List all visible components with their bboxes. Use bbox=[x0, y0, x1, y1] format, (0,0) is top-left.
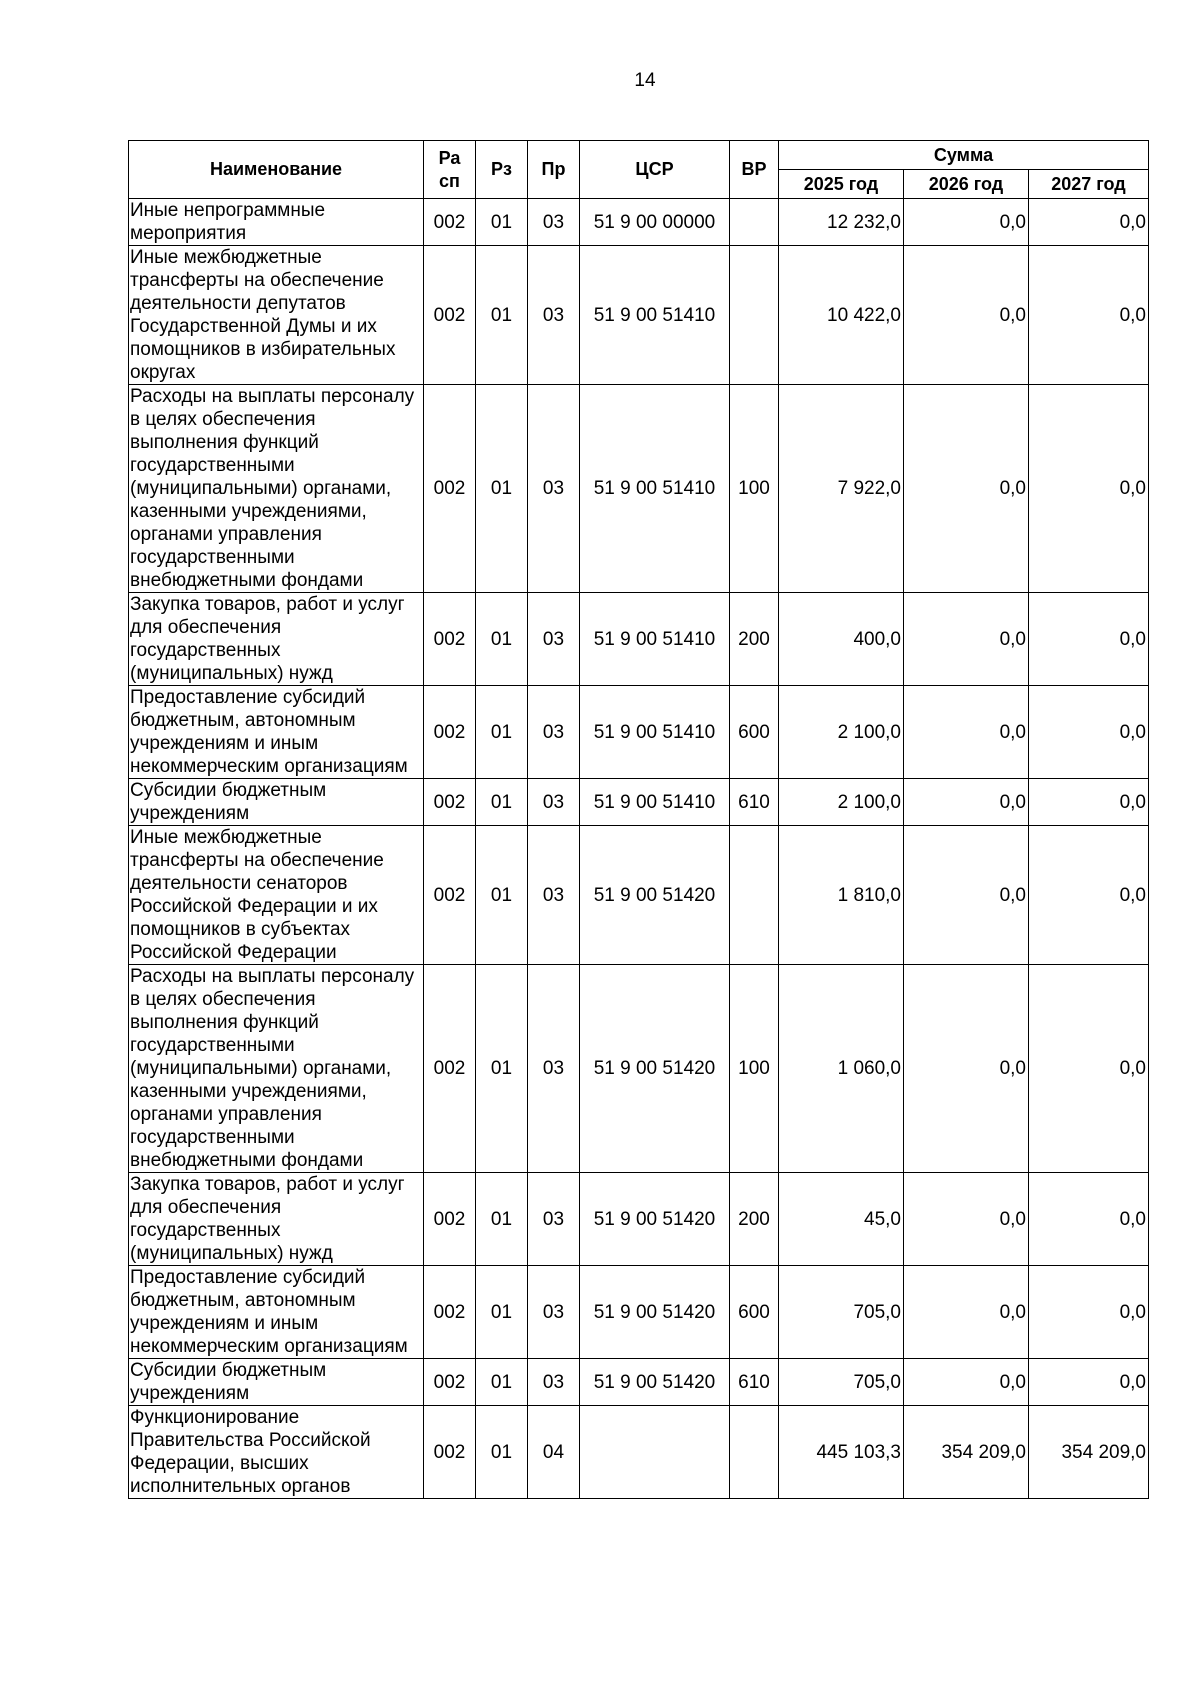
cell-pr: 03 bbox=[528, 1266, 580, 1359]
cell-pr: 03 bbox=[528, 246, 580, 385]
cell-rasp: 002 bbox=[424, 1266, 476, 1359]
cell-sum-2027: 0,0 bbox=[1029, 965, 1149, 1173]
cell-rz: 01 bbox=[476, 593, 528, 686]
cell-rasp: 002 bbox=[424, 826, 476, 965]
cell-name: Предоставление субсидий бюджетным, автономным учреждениям и иным некоммерческим организациям bbox=[129, 686, 424, 779]
cell-pr: 03 bbox=[528, 1173, 580, 1266]
cell-sum-2025: 400,0 bbox=[779, 593, 904, 686]
cell-pr: 03 bbox=[528, 686, 580, 779]
table-row bbox=[129, 1359, 1149, 1406]
cell-name: Иные непрограммные мероприятия bbox=[129, 199, 424, 246]
cell-sum-2027: 0,0 bbox=[1029, 826, 1149, 965]
header-pr: Пр bbox=[528, 141, 580, 199]
cell-rasp: 002 bbox=[424, 965, 476, 1173]
cell-sum-2026: 0,0 bbox=[904, 385, 1029, 593]
header-vr: ВР bbox=[730, 141, 779, 199]
header-rasp-line1: Ра bbox=[438, 147, 461, 168]
cell-sum-2025: 705,0 bbox=[779, 1266, 904, 1359]
cell-vr: 100 bbox=[730, 385, 779, 593]
budget-table bbox=[128, 140, 1149, 1499]
cell-sum-2025: 2 100,0 bbox=[779, 686, 904, 779]
cell-sum-2025: 2 100,0 bbox=[779, 779, 904, 826]
cell-sum-2027: 0,0 bbox=[1029, 593, 1149, 686]
cell-pr: 03 bbox=[528, 779, 580, 826]
cell-rz: 01 bbox=[476, 1359, 528, 1406]
cell-csr: 51 9 00 51410 bbox=[580, 385, 730, 593]
cell-rasp: 002 bbox=[424, 199, 476, 246]
cell-pr: 03 bbox=[528, 826, 580, 965]
cell-rasp: 002 bbox=[424, 1406, 476, 1499]
cell-name: Субсидии бюджетным учреждениям bbox=[129, 1359, 424, 1406]
table-row bbox=[129, 826, 1149, 965]
cell-rasp: 002 bbox=[424, 686, 476, 779]
cell-name: Расходы на выплаты персоналу в целях обеспечения выполнения функций государственными (муниципальными) органами, казенными учреждениями, органами управления государственными внебюджетными фондами bbox=[129, 965, 424, 1173]
cell-name: Функционирование Правительства Российской Федерации, высших исполнительных органов bbox=[129, 1406, 424, 1499]
cell-sum-2025: 705,0 bbox=[779, 1359, 904, 1406]
cell-sum-2025: 12 232,0 bbox=[779, 199, 904, 246]
cell-sum-2027: 0,0 bbox=[1029, 199, 1149, 246]
cell-sum-2027: 0,0 bbox=[1029, 1173, 1149, 1266]
table-row bbox=[129, 1266, 1149, 1359]
cell-csr: 51 9 00 51420 bbox=[580, 965, 730, 1173]
cell-rz: 01 bbox=[476, 965, 528, 1173]
cell-vr bbox=[730, 246, 779, 385]
table-row bbox=[129, 1406, 1149, 1499]
cell-name: Предоставление субсидий бюджетным, автономным учреждениям и иным некоммерческим организациям bbox=[129, 1266, 424, 1359]
cell-pr: 03 bbox=[528, 593, 580, 686]
cell-rasp: 002 bbox=[424, 385, 476, 593]
cell-csr: 51 9 00 51420 bbox=[580, 1173, 730, 1266]
cell-sum-2027: 0,0 bbox=[1029, 1266, 1149, 1359]
cell-sum-2026: 0,0 bbox=[904, 1173, 1029, 1266]
cell-csr: 51 9 00 51410 bbox=[580, 779, 730, 826]
cell-vr: 100 bbox=[730, 965, 779, 1173]
cell-sum-2027: 354 209,0 bbox=[1029, 1406, 1149, 1499]
cell-sum-2026: 0,0 bbox=[904, 826, 1029, 965]
table-row bbox=[129, 686, 1149, 779]
header-name: Наименование bbox=[129, 141, 424, 199]
cell-sum-2026: 0,0 bbox=[904, 246, 1029, 385]
cell-sum-2025: 45,0 bbox=[779, 1173, 904, 1266]
cell-rz: 01 bbox=[476, 1406, 528, 1499]
table-row bbox=[129, 593, 1149, 686]
table-row bbox=[129, 965, 1149, 1173]
cell-pr: 03 bbox=[528, 965, 580, 1173]
cell-sum-2025: 445 103,3 bbox=[779, 1406, 904, 1499]
cell-sum-2027: 0,0 bbox=[1029, 385, 1149, 593]
cell-csr bbox=[580, 1406, 730, 1499]
cell-csr: 51 9 00 51420 bbox=[580, 1266, 730, 1359]
cell-rasp: 002 bbox=[424, 1173, 476, 1266]
table-body bbox=[129, 199, 1149, 1499]
cell-csr: 51 9 00 51420 bbox=[580, 826, 730, 965]
cell-sum-2025: 7 922,0 bbox=[779, 385, 904, 593]
cell-rz: 01 bbox=[476, 1266, 528, 1359]
cell-csr: 51 9 00 51410 bbox=[580, 686, 730, 779]
cell-sum-2027: 0,0 bbox=[1029, 779, 1149, 826]
cell-rz: 01 bbox=[476, 385, 528, 593]
header-rasp bbox=[424, 141, 476, 199]
cell-sum-2026: 354 209,0 bbox=[904, 1406, 1029, 1499]
cell-name: Иные межбюджетные трансферты на обеспечение деятельности депутатов Государственной Думы и их помощников в избирательных округах bbox=[129, 246, 424, 385]
header-rasp-line2: сп bbox=[439, 170, 460, 191]
cell-rz: 01 bbox=[476, 686, 528, 779]
cell-vr: 600 bbox=[730, 1266, 779, 1359]
cell-sum-2026: 0,0 bbox=[904, 686, 1029, 779]
cell-pr: 03 bbox=[528, 1359, 580, 1406]
cell-pr: 03 bbox=[528, 385, 580, 593]
cell-csr: 51 9 00 51410 bbox=[580, 593, 730, 686]
cell-rz: 01 bbox=[476, 779, 528, 826]
cell-sum-2026: 0,0 bbox=[904, 965, 1029, 1173]
cell-vr: 200 bbox=[730, 1173, 779, 1266]
cell-rasp: 002 bbox=[424, 246, 476, 385]
cell-rasp: 002 bbox=[424, 779, 476, 826]
table-row bbox=[129, 246, 1149, 385]
cell-rz: 01 bbox=[476, 826, 528, 965]
cell-sum-2027: 0,0 bbox=[1029, 1359, 1149, 1406]
cell-vr bbox=[730, 1406, 779, 1499]
header-year-2025: 2025 год bbox=[779, 170, 904, 199]
cell-rz: 01 bbox=[476, 199, 528, 246]
cell-vr bbox=[730, 826, 779, 965]
header-summa: Сумма bbox=[779, 141, 1149, 170]
cell-sum-2027: 0,0 bbox=[1029, 246, 1149, 385]
cell-sum-2025: 1 810,0 bbox=[779, 826, 904, 965]
cell-sum-2026: 0,0 bbox=[904, 1359, 1029, 1406]
header-year-2026: 2026 год bbox=[904, 170, 1029, 199]
cell-vr: 200 bbox=[730, 593, 779, 686]
cell-csr: 51 9 00 00000 bbox=[580, 199, 730, 246]
cell-sum-2026: 0,0 bbox=[904, 1266, 1029, 1359]
cell-vr: 600 bbox=[730, 686, 779, 779]
header-csr: ЦСР bbox=[580, 141, 730, 199]
table-row bbox=[129, 385, 1149, 593]
cell-rasp: 002 bbox=[424, 1359, 476, 1406]
cell-pr: 03 bbox=[528, 199, 580, 246]
header-rz: Рз bbox=[476, 141, 528, 199]
cell-csr: 51 9 00 51420 bbox=[580, 1359, 730, 1406]
cell-csr: 51 9 00 51410 bbox=[580, 246, 730, 385]
cell-name: Закупка товаров, работ и услуг для обеспечения государственных (муниципальных) нужд bbox=[129, 1173, 424, 1266]
table-row bbox=[129, 779, 1149, 826]
table-header bbox=[129, 141, 1149, 199]
cell-sum-2026: 0,0 bbox=[904, 199, 1029, 246]
cell-pr: 04 bbox=[528, 1406, 580, 1499]
cell-sum-2025: 10 422,0 bbox=[779, 246, 904, 385]
cell-name: Иные межбюджетные трансферты на обеспечение деятельности сенаторов Российской Федерации и их помощников в субъектах Российской Федерации bbox=[129, 826, 424, 965]
cell-sum-2026: 0,0 bbox=[904, 593, 1029, 686]
table-row bbox=[129, 199, 1149, 246]
cell-vr bbox=[730, 199, 779, 246]
cell-sum-2026: 0,0 bbox=[904, 779, 1029, 826]
cell-sum-2025: 1 060,0 bbox=[779, 965, 904, 1173]
cell-sum-2027: 0,0 bbox=[1029, 686, 1149, 779]
cell-name: Расходы на выплаты персоналу в целях обеспечения выполнения функций государственными (муниципальными) органами, казенными учреждениями, органами управления государственными внебюджетными фондами bbox=[129, 385, 424, 593]
cell-rz: 01 bbox=[476, 1173, 528, 1266]
cell-rz: 01 bbox=[476, 246, 528, 385]
cell-vr: 610 bbox=[730, 779, 779, 826]
cell-name: Закупка товаров, работ и услуг для обеспечения государственных (муниципальных) нужд bbox=[129, 593, 424, 686]
page-number: 14 bbox=[634, 70, 656, 91]
header-year-2027: 2027 год bbox=[1029, 170, 1149, 199]
table-row bbox=[129, 1173, 1149, 1266]
cell-name: Субсидии бюджетным учреждениям bbox=[129, 779, 424, 826]
cell-rasp: 002 bbox=[424, 593, 476, 686]
cell-vr: 610 bbox=[730, 1359, 779, 1406]
